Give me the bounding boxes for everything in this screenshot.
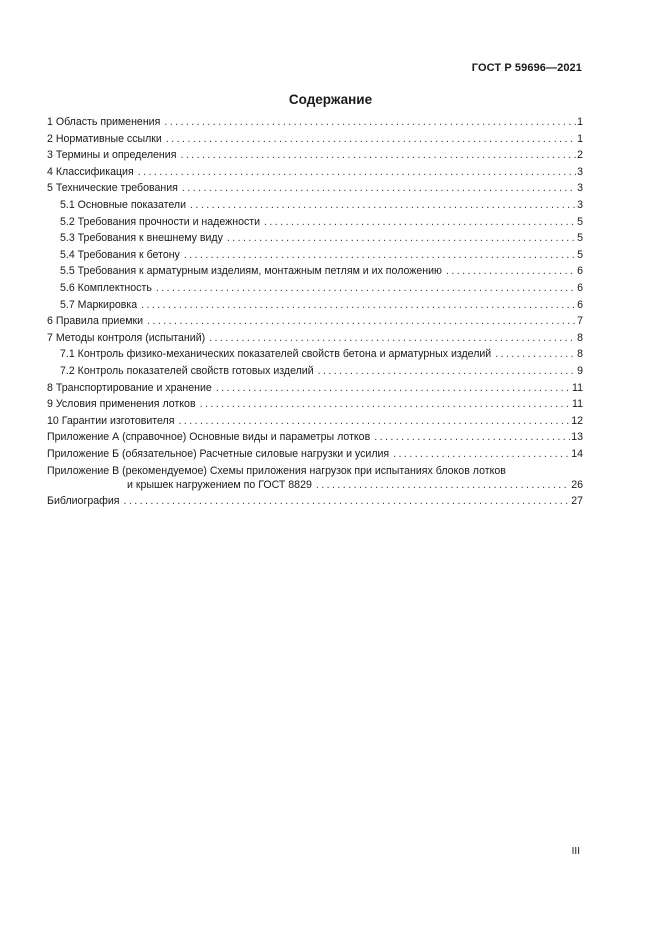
toc-entry-label: 10 Гарантии изготовителя <box>47 414 175 427</box>
toc-leader-dots <box>147 313 576 330</box>
toc-entry-page: 5 <box>577 232 583 245</box>
toc-entry-line2 <box>47 478 583 492</box>
toc-entry-label: 8 Транспортирование и хранение <box>47 381 212 394</box>
toc-entry-label: 5.4 Требования к бетону <box>60 248 180 261</box>
toc-leader-dots <box>446 263 576 280</box>
toc-entry-label: Приложение А (справочное) Основные виды и параметры лотков <box>47 431 371 444</box>
toc-entry-5-1[interactable] <box>47 197 583 214</box>
toc-entry-6[interactable] <box>47 313 583 330</box>
toc-entry-label-line1: Приложение В (рекомендуемое) Схемы приложения нагрузок при испытаниях блоков лотков <box>47 465 506 478</box>
toc-entry-page: 1 <box>577 116 583 128</box>
toc-leader-dots <box>495 346 576 363</box>
toc-entry-page: 9 <box>577 364 583 377</box>
toc-entry-appendix-a[interactable] <box>47 429 583 446</box>
toc-entry-5-2[interactable] <box>47 214 583 231</box>
toc-entry-label: Приложение Б (обязательное) Расчетные силовые нагрузки и усилия <box>47 447 390 460</box>
toc-entry-4[interactable] <box>47 164 583 181</box>
toc-entry-8[interactable] <box>47 380 583 397</box>
toc-entry-label: 5 Технические требования <box>47 182 178 195</box>
toc-entry-page: 14 <box>571 447 583 460</box>
toc-leader-dots <box>216 380 571 397</box>
toc-entry-9[interactable] <box>47 396 583 413</box>
toc-entry-label: 1 Область применения <box>47 116 161 128</box>
toc-entry-label: 5.6 Комплектность <box>60 281 152 294</box>
toc-entry-5-5[interactable] <box>47 263 583 280</box>
toc-leader-dots <box>184 247 576 264</box>
toc-entry-page: 7 <box>577 315 583 328</box>
toc-entry-page: 11 <box>572 398 583 411</box>
page-number: III <box>571 846 580 857</box>
toc-entry-bibliography[interactable] <box>47 493 583 510</box>
toc-entry-page: 13 <box>571 431 583 444</box>
toc-entry-label: 7.2 Контроль показателей свойств готовых изделий <box>60 364 314 377</box>
toc-entry-appendix-v[interactable] <box>47 462 583 493</box>
toc-leader-dots <box>178 413 570 430</box>
toc-entry-page: 8 <box>577 348 583 361</box>
toc-entry-label: 5.1 Основные показатели <box>60 198 187 211</box>
toc-entry-5-4[interactable] <box>47 247 583 264</box>
toc-entry-page: 5 <box>577 248 583 261</box>
toc-entry-page: 3 <box>577 165 583 178</box>
toc-entry-page: 3 <box>577 198 583 211</box>
toc-entry-1[interactable] <box>47 114 583 131</box>
toc-entry-label: 5.7 Маркировка <box>60 298 138 311</box>
toc-entry-label: 7 Методы контроля (испытаний) <box>47 331 206 344</box>
toc-entry-page: 27 <box>571 495 583 508</box>
toc-entry-5-7[interactable] <box>47 297 583 314</box>
toc-leader-dots <box>138 164 576 181</box>
toc-leader-dots <box>374 429 570 446</box>
toc-leader-dots <box>166 131 576 148</box>
toc-leader-dots <box>164 114 576 131</box>
toc-entry-3[interactable] <box>47 147 583 164</box>
toc-entry-label: Библиография <box>47 495 120 508</box>
toc-leader-dots <box>123 493 570 510</box>
toc-entry-label: 5.5 Требования к арматурным изделиям, монтажным петлям и их положению <box>60 265 442 278</box>
toc-entry-page: 2 <box>577 149 583 162</box>
toc-leader-dots <box>209 330 576 347</box>
toc-entry-5[interactable] <box>47 180 583 197</box>
toc-entry-2[interactable] <box>47 131 583 148</box>
toc-title: Содержание <box>288 92 373 107</box>
document-code: ГОСТ Р 59696—2021 <box>471 62 582 74</box>
toc-entry-label: 5.3 Требования к внешнему виду <box>60 232 223 245</box>
toc-leader-dots <box>227 230 576 247</box>
table-of-contents <box>47 114 583 510</box>
toc-entry-label: 6 Правила приемки <box>47 315 144 328</box>
toc-entry-5-6[interactable] <box>47 280 583 297</box>
toc-leader-dots <box>156 280 576 297</box>
toc-entry-label: 4 Классификация <box>47 165 134 178</box>
toc-leader-dots <box>190 197 576 214</box>
toc-leader-dots <box>141 297 576 314</box>
toc-entry-label-line2: и крышек нагружением по ГОСТ 8829 <box>127 479 312 492</box>
toc-entry-page: 12 <box>571 414 583 427</box>
toc-entry-page: 3 <box>577 182 583 195</box>
toc-leader-dots <box>200 396 571 413</box>
toc-entry-label: 7.1 Контроль физико-механических показателей свойств бетона и арматурных изделий <box>60 348 492 361</box>
toc-entry-label: 9 Условия применения лотков <box>47 398 196 411</box>
toc-entry-7-2[interactable] <box>47 363 583 380</box>
toc-entry-label: 5.2 Требования прочности и надежности <box>60 215 261 228</box>
toc-entry-page: 6 <box>577 265 583 278</box>
toc-leader-dots <box>318 363 576 380</box>
toc-leader-dots <box>182 180 576 197</box>
toc-leader-dots <box>264 214 576 231</box>
toc-entry-page: 1 <box>577 132 583 145</box>
toc-entry-appendix-b[interactable] <box>47 446 583 463</box>
toc-leader-dots <box>393 446 570 463</box>
toc-entry-page: 8 <box>577 331 583 344</box>
toc-leader-dots <box>180 147 576 164</box>
toc-entry-label: 2 Нормативные ссылки <box>47 132 162 145</box>
toc-entry-5-3[interactable] <box>47 230 583 247</box>
toc-entry-page: 26 <box>571 479 583 492</box>
toc-entry-page: 5 <box>577 215 583 228</box>
toc-entry-7-1[interactable] <box>47 346 583 363</box>
toc-entry-page: 6 <box>577 281 583 294</box>
toc-leader-dots <box>316 478 570 492</box>
toc-entry-label: 3 Термины и определения <box>47 149 177 162</box>
toc-entry-7[interactable] <box>47 330 583 347</box>
toc-entry-10[interactable] <box>47 413 583 430</box>
toc-entry-page: 6 <box>577 298 583 311</box>
toc-entry-page: 11 <box>572 381 583 394</box>
